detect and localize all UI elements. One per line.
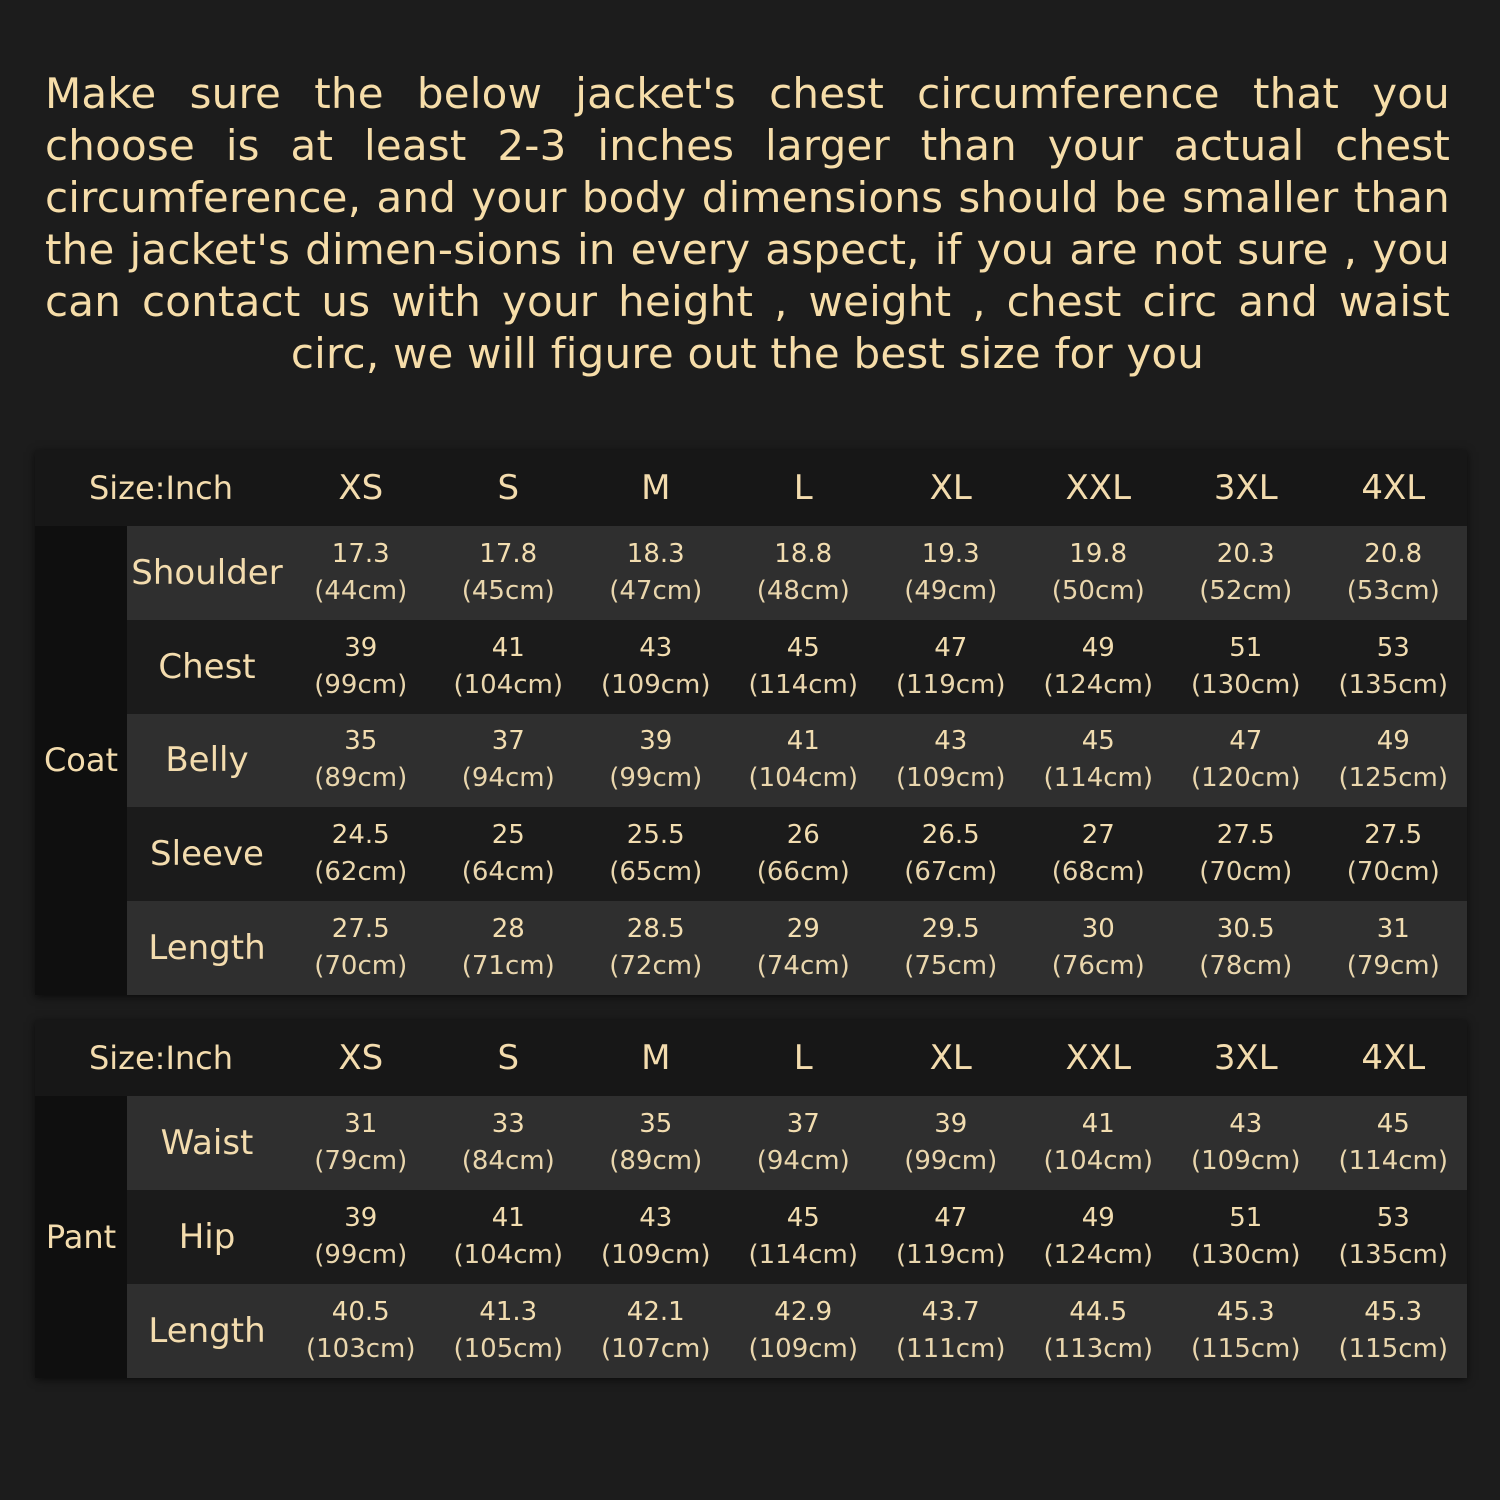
measurement-cell (1025, 714, 1173, 808)
inch-value: 35 (344, 726, 378, 757)
measurement-cell (1320, 1096, 1468, 1190)
cm-value: (62cm) (314, 857, 408, 888)
cm-value: (89cm) (314, 763, 408, 794)
measurement-cell (1025, 1190, 1173, 1284)
measurement-cell (877, 901, 1025, 995)
inch-value: 26.5 (921, 820, 980, 851)
pant-size-header: 3XL (1172, 1020, 1320, 1096)
measurement-cell (435, 901, 583, 995)
measurement-cell (287, 901, 435, 995)
measurement-cell (582, 620, 730, 714)
pant-size-header: XS (287, 1020, 435, 1096)
measurement-label: Hip (127, 1190, 287, 1284)
cm-value: (135cm) (1338, 1240, 1449, 1270)
inch-value: 27.5 (331, 914, 390, 945)
measurement-label: Length (127, 1284, 287, 1378)
cm-value: (74cm) (756, 951, 850, 982)
measurement-cell (1025, 526, 1173, 620)
measurement-cell (877, 1284, 1025, 1378)
inch-value: 45 (1081, 726, 1115, 757)
cm-value: (105cm) (453, 1334, 564, 1364)
measurement-cell (287, 1096, 435, 1190)
cm-value: (109cm) (895, 763, 1006, 794)
cm-value: (124cm) (1043, 1240, 1154, 1270)
inch-value: 49 (1081, 1203, 1115, 1233)
inch-value: 49 (1376, 726, 1410, 757)
inch-value: 45 (786, 1203, 820, 1233)
measurement-cell (1025, 1096, 1173, 1190)
coat-size-header: 3XL (1172, 450, 1320, 526)
measurement-label: Length (127, 901, 287, 995)
cm-value: (48cm) (756, 575, 850, 606)
measurement-cell (435, 714, 583, 808)
inch-value: 41 (1081, 1109, 1115, 1139)
coat-size-unit-label: Size:Inch (35, 450, 287, 526)
measurement-cell (730, 714, 878, 808)
cm-value: (119cm) (895, 669, 1006, 700)
coat-size-header: S (435, 450, 583, 526)
table-row (35, 526, 1467, 620)
inch-value: 30 (1081, 914, 1115, 945)
measurement-cell (1025, 620, 1173, 714)
inch-value: 29.5 (921, 914, 980, 945)
measurement-cell (582, 807, 730, 901)
measurement-cell (1172, 1096, 1320, 1190)
inch-value: 42.1 (626, 1297, 685, 1327)
inch-value: 37 (491, 726, 525, 757)
cm-value: (99cm) (314, 1240, 408, 1270)
table-row (35, 901, 1467, 995)
measurement-cell (287, 1190, 435, 1284)
inch-value: 26 (786, 820, 820, 851)
measurement-cell (877, 620, 1025, 714)
inch-value: 39 (934, 1109, 968, 1139)
cm-value: (125cm) (1338, 763, 1449, 794)
measurement-cell (582, 901, 730, 995)
table-row (35, 1284, 1467, 1378)
measurement-cell (287, 1284, 435, 1378)
inch-value: 39 (639, 726, 673, 757)
cm-value: (67cm) (904, 857, 998, 888)
measurement-cell (730, 526, 878, 620)
inch-value: 53 (1376, 1203, 1410, 1233)
cm-value: (103cm) (305, 1334, 416, 1364)
measurement-cell (435, 807, 583, 901)
measurement-cell (1320, 807, 1468, 901)
cm-value: (135cm) (1338, 669, 1449, 700)
measurement-cell (1320, 901, 1468, 995)
inch-value: 27.5 (1364, 820, 1423, 851)
cm-value: (70cm) (314, 951, 408, 982)
cm-value: (120cm) (1190, 763, 1301, 794)
measurement-cell (435, 1096, 583, 1190)
inch-value: 45.3 (1216, 1297, 1275, 1327)
inch-value: 43 (1229, 1109, 1263, 1139)
measurement-cell (287, 526, 435, 620)
inch-value: 25.5 (626, 820, 685, 851)
cm-value: (66cm) (756, 857, 850, 888)
measurement-cell (1025, 1284, 1173, 1378)
table-row (35, 714, 1467, 808)
inch-value: 27 (1081, 820, 1115, 851)
measurement-cell (1320, 714, 1468, 808)
measurement-cell (730, 1190, 878, 1284)
cm-value: (68cm) (1051, 857, 1145, 888)
garment-group-label: Coat (35, 526, 127, 995)
measurement-cell (1172, 901, 1320, 995)
inch-value: 37 (786, 1109, 820, 1139)
cm-value: (70cm) (1346, 857, 1440, 888)
measurement-cell (435, 526, 583, 620)
inch-value: 43 (639, 632, 673, 663)
cm-value: (99cm) (904, 1146, 998, 1176)
measurement-cell (1172, 620, 1320, 714)
cm-value: (113cm) (1043, 1334, 1154, 1364)
table-row (35, 620, 1467, 714)
inch-value: 40.5 (331, 1297, 390, 1327)
pant-size-header: L (730, 1020, 878, 1096)
cm-value: (130cm) (1190, 1240, 1301, 1270)
inch-value: 42.9 (774, 1297, 833, 1327)
measurement-cell (582, 1096, 730, 1190)
cm-value: (94cm) (756, 1146, 850, 1176)
measurement-cell (287, 620, 435, 714)
inch-value: 45.3 (1364, 1297, 1423, 1327)
measurement-cell (730, 1096, 878, 1190)
measurement-cell (1320, 526, 1468, 620)
cm-value: (44cm) (314, 575, 408, 606)
inch-value: 29 (786, 914, 820, 945)
measurement-cell (1025, 807, 1173, 901)
cm-value: (109cm) (748, 1334, 859, 1364)
cm-value: (70cm) (1199, 857, 1293, 888)
measurement-cell (1172, 1284, 1320, 1378)
cm-value: (124cm) (1043, 669, 1154, 700)
cm-value: (75cm) (904, 951, 998, 982)
inch-value: 35 (639, 1109, 673, 1139)
inch-value: 20.8 (1364, 538, 1423, 569)
cm-value: (115cm) (1190, 1334, 1301, 1364)
inch-value: 20.3 (1216, 538, 1275, 569)
inch-value: 17.3 (331, 538, 390, 569)
inch-value: 45 (786, 632, 820, 663)
measurement-cell (1320, 620, 1468, 714)
inch-value: 47 (934, 632, 968, 663)
cm-value: (104cm) (453, 1240, 564, 1270)
measurement-cell (435, 620, 583, 714)
cm-value: (115cm) (1338, 1334, 1449, 1364)
cm-value: (52cm) (1199, 575, 1293, 606)
pant-size-header: 4XL (1320, 1020, 1468, 1096)
measurement-label: Belly (127, 714, 287, 808)
pant-table-body (35, 1096, 1467, 1378)
measurement-label: Sleeve (127, 807, 287, 901)
pant-size-header: XL (877, 1020, 1025, 1096)
inch-value: 43.7 (921, 1297, 980, 1327)
measurement-cell (730, 901, 878, 995)
measurement-cell (1172, 714, 1320, 808)
measurement-cell (582, 526, 730, 620)
inch-value: 41.3 (479, 1297, 538, 1327)
inch-value: 53 (1376, 632, 1410, 663)
measurement-cell (877, 714, 1025, 808)
inch-value: 41 (491, 632, 525, 663)
coat-header-row (35, 450, 1467, 526)
cm-value: (45cm) (461, 575, 555, 606)
measurement-cell (1172, 807, 1320, 901)
inch-value: 43 (639, 1203, 673, 1233)
measurement-label: Shoulder (127, 526, 287, 620)
measurement-cell (435, 1284, 583, 1378)
cm-value: (109cm) (600, 1240, 711, 1270)
measurement-label: Chest (127, 620, 287, 714)
measurement-cell (582, 1284, 730, 1378)
cm-value: (99cm) (314, 669, 408, 700)
inch-value: 44.5 (1069, 1297, 1128, 1327)
inch-value: 43 (934, 726, 968, 757)
coat-size-header: XS (287, 450, 435, 526)
measurement-cell (877, 1190, 1025, 1284)
inch-value: 18.8 (774, 538, 833, 569)
inch-value: 30.5 (1216, 914, 1275, 945)
cm-value: (109cm) (1190, 1146, 1301, 1176)
measurement-cell (1025, 901, 1173, 995)
measurement-cell (582, 1190, 730, 1284)
cm-value: (114cm) (1043, 763, 1154, 794)
measurement-cell (877, 807, 1025, 901)
table-row (35, 1190, 1467, 1284)
measurement-cell (582, 714, 730, 808)
cm-value: (114cm) (748, 1240, 859, 1270)
cm-value: (84cm) (461, 1146, 555, 1176)
measurement-cell (287, 807, 435, 901)
cm-value: (64cm) (461, 857, 555, 888)
measurement-cell (1320, 1284, 1468, 1378)
cm-value: (104cm) (1043, 1146, 1154, 1176)
inch-value: 41 (786, 726, 820, 757)
measurement-label: Waist (127, 1096, 287, 1190)
cm-value: (111cm) (895, 1334, 1006, 1364)
inch-value: 24.5 (331, 820, 390, 851)
inch-value: 28.5 (626, 914, 685, 945)
cm-value: (71cm) (461, 951, 555, 982)
inch-value: 28 (491, 914, 525, 945)
measurement-cell (1172, 1190, 1320, 1284)
inch-value: 19.8 (1069, 538, 1128, 569)
size-guide-instructions: Make sure the below jacket's chest circumference that you choose is at least 2-3 inches larger than your actual chest circumference, and your body dimensions should be smaller than the jacket's dimen-sions in every aspect, if you are not sure , you can contact us with your height , weight , chest circ and waist circ, we will figure out the best size for you (45, 69, 1450, 378)
cm-value: (49cm) (904, 575, 998, 606)
coat-size-header: XXL (1025, 450, 1173, 526)
table-row (35, 1096, 1467, 1190)
coat-size-header: XL (877, 450, 1025, 526)
cm-value: (94cm) (461, 763, 555, 794)
coat-table-body (35, 526, 1467, 995)
measurement-cell (435, 1190, 583, 1284)
cm-value: (72cm) (609, 951, 703, 982)
cm-value: (53cm) (1346, 575, 1440, 606)
inch-value: 33 (491, 1109, 525, 1139)
inch-value: 51 (1229, 1203, 1263, 1233)
inch-value: 47 (1229, 726, 1263, 757)
cm-value: (107cm) (600, 1334, 711, 1364)
inch-value: 47 (934, 1203, 968, 1233)
pant-size-unit-label: Size:Inch (35, 1020, 287, 1096)
cm-value: (79cm) (314, 1146, 408, 1176)
cm-value: (109cm) (600, 669, 711, 700)
inch-value: 19.3 (921, 538, 980, 569)
measurement-cell (730, 1284, 878, 1378)
measurement-cell (877, 1096, 1025, 1190)
coat-size-header: L (730, 450, 878, 526)
pant-size-header: M (582, 1020, 730, 1096)
cm-value: (114cm) (748, 669, 859, 700)
cm-value: (79cm) (1346, 951, 1440, 982)
cm-value: (119cm) (895, 1240, 1006, 1270)
inch-value: 51 (1229, 632, 1263, 663)
cm-value: (76cm) (1051, 951, 1145, 982)
table-row (35, 807, 1467, 901)
coat-size-header: M (582, 450, 730, 526)
inch-value: 27.5 (1216, 820, 1275, 851)
measurement-cell (877, 526, 1025, 620)
cm-value: (114cm) (1338, 1146, 1449, 1176)
pant-size-header: S (435, 1020, 583, 1096)
pant-size-header: XXL (1025, 1020, 1173, 1096)
cm-value: (50cm) (1051, 575, 1145, 606)
measurement-cell (730, 807, 878, 901)
inch-value: 41 (491, 1203, 525, 1233)
inch-value: 39 (344, 632, 378, 663)
cm-value: (47cm) (609, 575, 703, 606)
coat-size-table (35, 450, 1467, 995)
garment-group-label: Pant (35, 1096, 127, 1378)
cm-value: (104cm) (453, 669, 564, 700)
coat-size-header: 4XL (1320, 450, 1468, 526)
measurement-cell (730, 620, 878, 714)
measurement-cell (1172, 526, 1320, 620)
inch-value: 45 (1376, 1109, 1410, 1139)
measurement-cell (1320, 1190, 1468, 1284)
inch-value: 49 (1081, 632, 1115, 663)
cm-value: (104cm) (748, 763, 859, 794)
cm-value: (65cm) (609, 857, 703, 888)
inch-value: 31 (1376, 914, 1410, 945)
cm-value: (78cm) (1199, 951, 1293, 982)
inch-value: 18.3 (626, 538, 685, 569)
inch-value: 39 (344, 1203, 378, 1233)
inch-value: 17.8 (479, 538, 538, 569)
inch-value: 31 (344, 1109, 378, 1139)
cm-value: (130cm) (1190, 669, 1301, 700)
measurement-cell (287, 714, 435, 808)
pant-size-table (35, 1020, 1467, 1378)
cm-value: (99cm) (609, 763, 703, 794)
cm-value: (89cm) (609, 1146, 703, 1176)
pant-header-row (35, 1020, 1467, 1096)
inch-value: 25 (491, 820, 525, 851)
